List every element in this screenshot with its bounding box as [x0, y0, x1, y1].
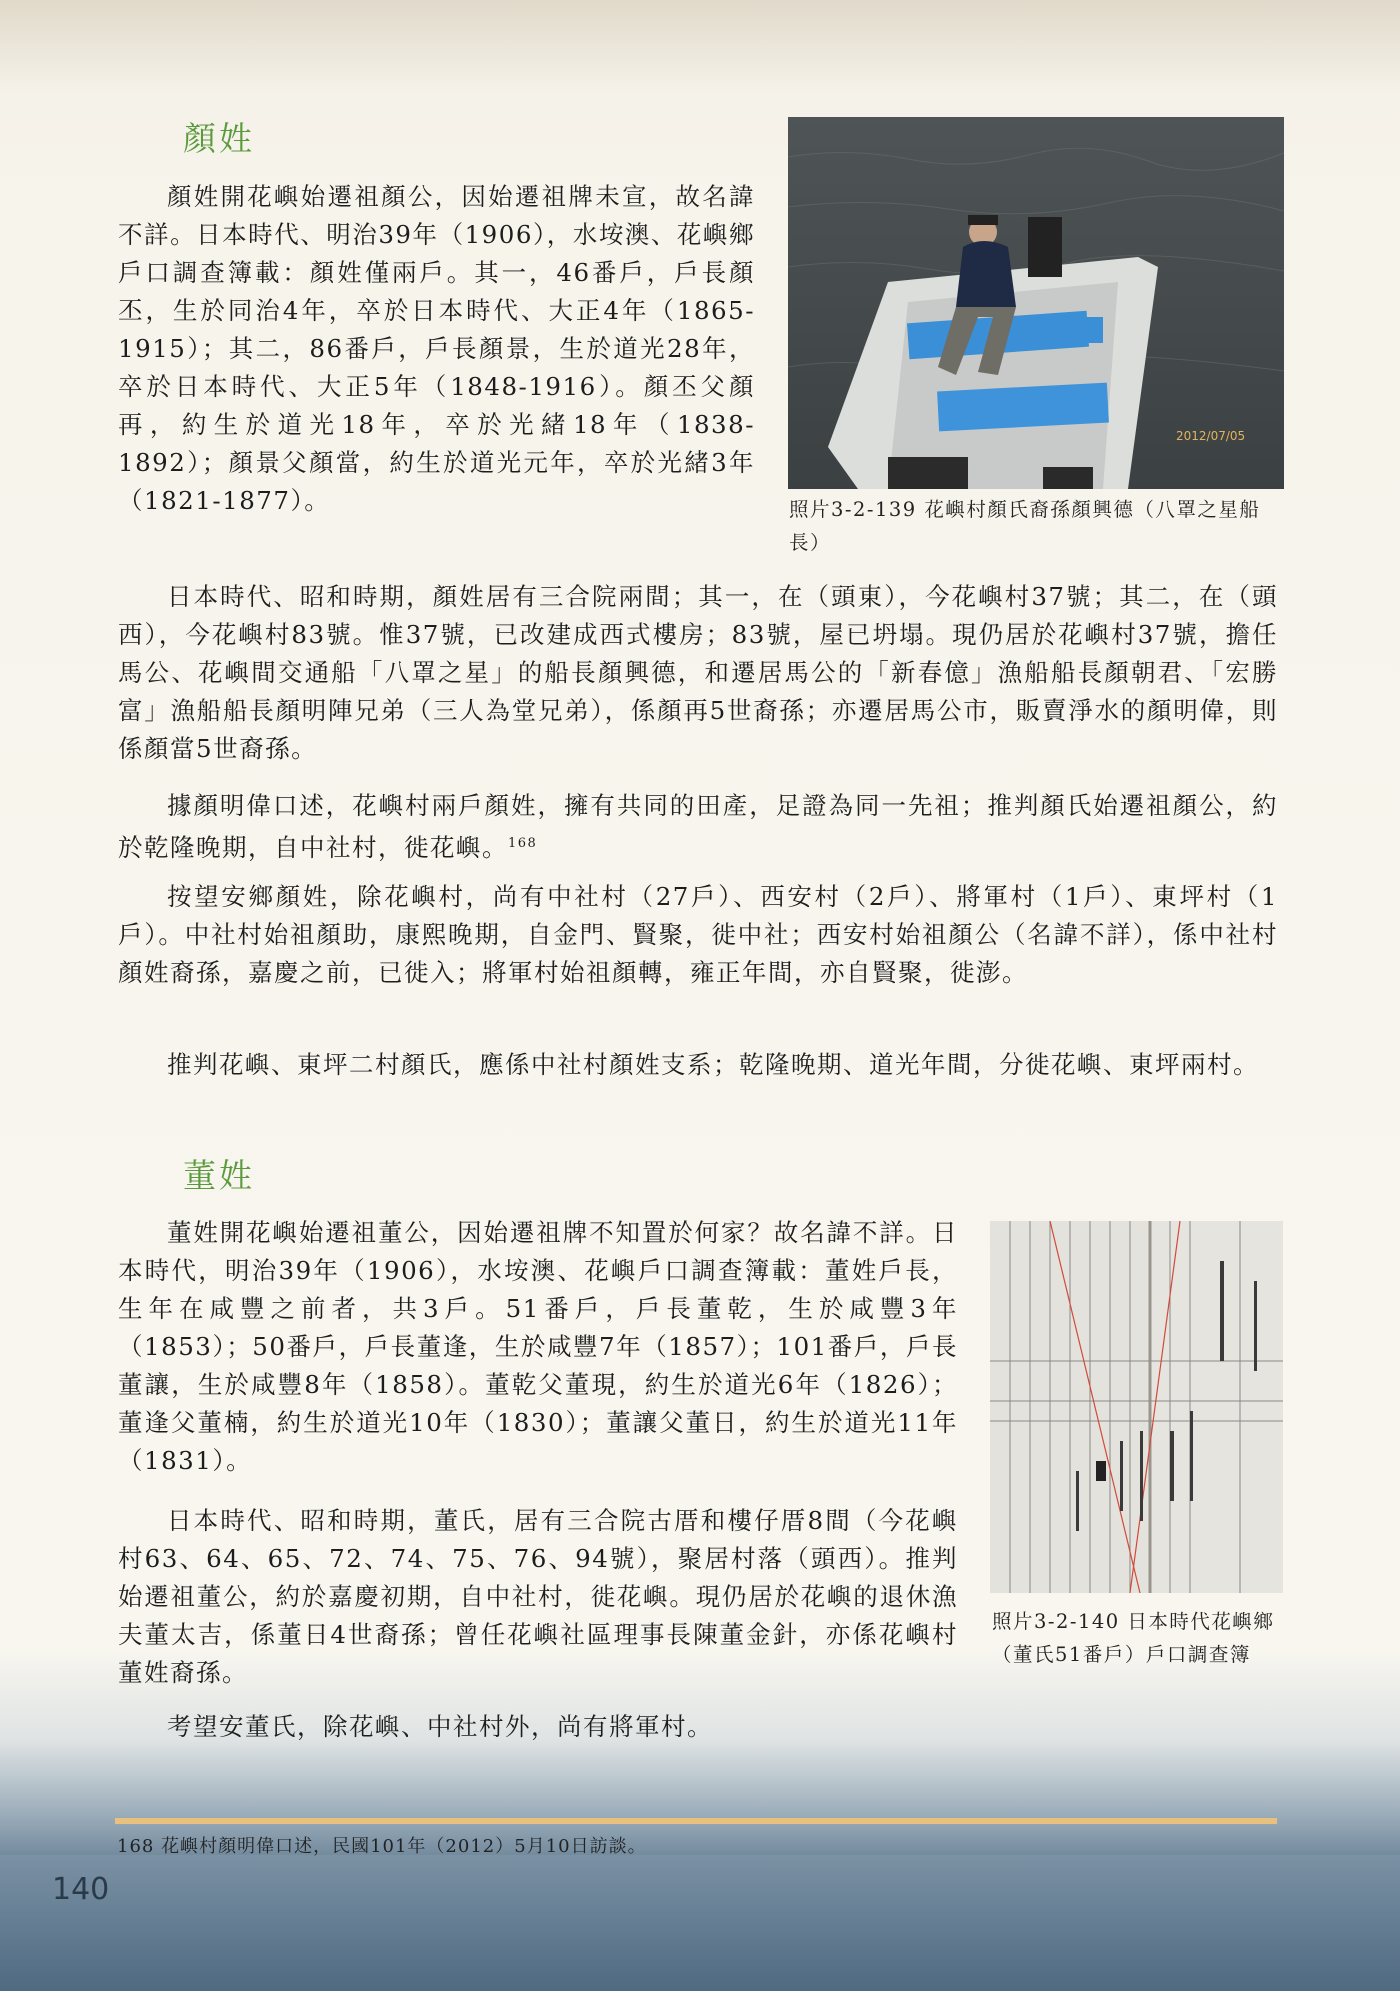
yan-para-1: 顏姓開花嶼始遷祖顏公，因始遷祖牌未宣，故名諱不詳。日本時代、明治39年（1906），水垵澳、花嶼鄉戶口調查簿載：顏姓僅兩戶。其一，46番戶，戶長顏丕，生於同治4年，卒於日本時代、大正4年（1865-1915）；其二，86番戶，戶長顏景，生於道光28年，卒於日本時代、大正5年（1848-1916）。顏丕父顏再，約生於道光18年，卒於光緒18年（1838-1892）；顏景父顏當，約生於道光元年，卒於光緒3年（1821-1877）。 [118, 182, 755, 515]
photo-caption-140: 照片3-2-140 日本時代花嶼鄉（董氏51番戶）戶口調查簿 [992, 1610, 1275, 1666]
yan-para-4: 按望安鄉顏姓，除花嶼村，尚有中社村（27戶）、西安村（2戶）、將軍村（1戶）、東坪村（1戶）。中社村始祖顏助，康熙晚期，自金門、賢聚，徙中社；西安村始祖顏公（名諱不詳），係中社村顏姓裔孫，嘉慶之前，已徙入；將軍村始祖顏轉，雍正年間，亦自賢聚，徙澎。 [118, 882, 1278, 987]
register-photo-illustration [990, 1221, 1283, 1593]
yan-para-3-text: 據顏明偉口述，花嶼村兩戶顏姓，擁有共同的田產，足證為同一先祖；推判顏氏始遷祖顏公，約於乾隆晚期，自中社村，徙花嶼。 [118, 791, 1278, 863]
page-header-fade [0, 0, 1400, 90]
footnote-168: 168 花嶼村顏明偉口述，民國101年（2012）5月10日訪談。 [117, 1836, 647, 1857]
photo-boat-captain [788, 117, 1284, 489]
sea-background [0, 1855, 1400, 1991]
section-title-dong: 董姓 [183, 1156, 255, 1195]
dong-para-1: 董姓開花嶼始遷祖董公，因始遷祖牌不知置於何家？故名諱不詳。日本時代，明治39年（1906），水垵澳、花嶼戶口調查簿載：董姓戶長，生年在咸豐之前者，共3戶。51番戶，戶長董乾，生於咸豐3年（1853）；50番戶，戶長董逢，生於咸豐7年（1857）；101番戶，戶長董讓，生於咸豐8年（1858）。董乾父董現，約生於道光6年（1826）；董逢父董楠，約生於道光10年（1830）；董讓父董日，約生於道光11年（1831）。 [118, 1218, 958, 1475]
photo-date-stamp: 2012/07/05 [1176, 429, 1246, 443]
yan-para-2: 日本時代、昭和時期，顏姓居有三合院兩間；其一，在（頭東），今花嶼村37號；其二，在（頭西），今花嶼村83號。惟37號，已改建成西式樓房；83號，屋已坍塌。現仍居於花嶼村37號，擔任馬公、花嶼間交通船「八罩之星」的船長顏興德，和遷居馬公的「新春億」漁船船長顏朝君、「宏勝富」漁船船長顏明陣兄弟（三人為堂兄弟），係顏再5世裔孫；亦遷居馬公市，販賣淨水的顏明偉，則係顏當5世裔孫。 [118, 582, 1278, 763]
yan-para-3 [118, 787, 1278, 867]
photo-caption-139: 照片3-2-139 花嶼村顏氏裔孫顏興德（八罩之星船長） [789, 498, 1261, 554]
photo-household-register [990, 1221, 1283, 1593]
dong-para-2: 日本時代、昭和時期，董氏，居有三合院古厝和樓仔厝8間（今花嶼村63、64、65、72、74、75、76、94號），聚居村落（頭西）。推判始遷祖董公，約於嘉慶初期，自中社村，徙花嶼。現仍居於花嶼的退休漁夫董太吉，係董日4世裔孫；曾任花嶼社區理事長陳董金針，亦係花嶼村董姓裔孫。 [118, 1506, 958, 1687]
yan-para-5: 推判花嶼、東坪二村顏氏，應係中社村顏姓支系；乾隆晚期、道光年間，分徙花嶼、東坪兩村。 [167, 1050, 1259, 1079]
footnote-ref-168[interactable]: 168 [508, 836, 538, 851]
page-number: 140 [52, 1872, 110, 1907]
boat-photo-illustration [788, 117, 1284, 489]
dong-para-3: 考望安董氏，除花嶼、中社村外，尚有將軍村。 [167, 1712, 713, 1741]
section-title-yan: 顏姓 [183, 119, 255, 158]
footnote-divider [115, 1818, 1277, 1824]
